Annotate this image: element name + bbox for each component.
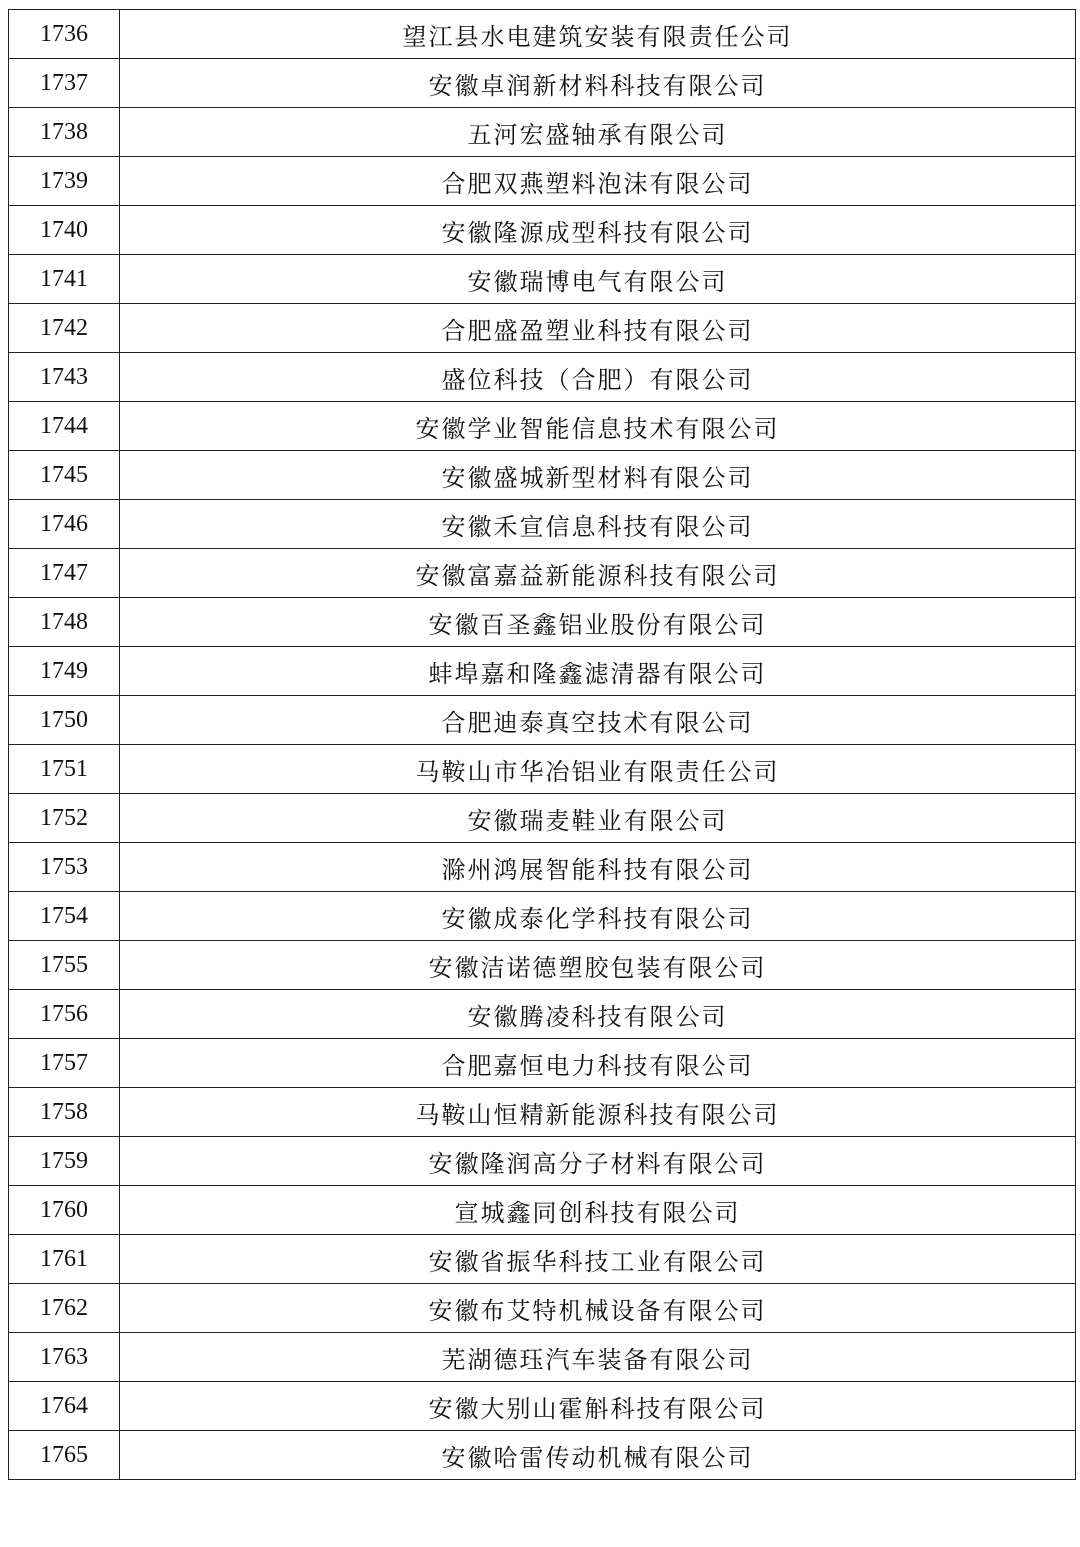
company-table-body: [9, 10, 1076, 1480]
row-number-cell: 1749: [9, 647, 120, 696]
table-row: [9, 647, 1076, 696]
row-number-cell: 1762: [9, 1284, 120, 1333]
table-row: [9, 843, 1076, 892]
company-name-cell: 五河宏盛轴承有限公司: [120, 108, 1076, 157]
row-number-cell: 1752: [9, 794, 120, 843]
company-name-cell: 安徽百圣鑫铝业股份有限公司: [120, 598, 1076, 647]
table-row: [9, 1235, 1076, 1284]
table-row: [9, 500, 1076, 549]
company-table: [8, 9, 1076, 1480]
company-name-cell: 安徽禾宣信息科技有限公司: [120, 500, 1076, 549]
row-number-cell: 1738: [9, 108, 120, 157]
row-number-cell: 1761: [9, 1235, 120, 1284]
row-number-cell: 1765: [9, 1431, 120, 1480]
row-number-cell: 1760: [9, 1186, 120, 1235]
company-name-cell: 安徽大别山霍斛科技有限公司: [120, 1382, 1076, 1431]
table-row: [9, 1039, 1076, 1088]
company-name-cell: 安徽成泰化学科技有限公司: [120, 892, 1076, 941]
table-row: [9, 108, 1076, 157]
company-name-cell: 安徽省振华科技工业有限公司: [120, 1235, 1076, 1284]
company-name-cell: 盛位科技（合肥）有限公司: [120, 353, 1076, 402]
company-name-cell: 合肥双燕塑料泡沫有限公司: [120, 157, 1076, 206]
table-row: [9, 1137, 1076, 1186]
company-name-cell: 安徽腾凌科技有限公司: [120, 990, 1076, 1039]
row-number-cell: 1736: [9, 10, 120, 59]
company-name-cell: 马鞍山恒精新能源科技有限公司: [120, 1088, 1076, 1137]
row-number-cell: 1750: [9, 696, 120, 745]
table-row: [9, 549, 1076, 598]
row-number-cell: 1742: [9, 304, 120, 353]
row-number-cell: 1737: [9, 59, 120, 108]
table-row: [9, 402, 1076, 451]
table-row: [9, 696, 1076, 745]
row-number-cell: 1747: [9, 549, 120, 598]
company-list-sheet: [8, 9, 1075, 1480]
company-name-cell: 芜湖德珏汽车装备有限公司: [120, 1333, 1076, 1382]
company-name-cell: 望江县水电建筑安装有限责任公司: [120, 10, 1076, 59]
table-row: [9, 1382, 1076, 1431]
row-number-cell: 1764: [9, 1382, 120, 1431]
row-number-cell: 1744: [9, 402, 120, 451]
row-number-cell: 1741: [9, 255, 120, 304]
company-name-cell: 安徽学业智能信息技术有限公司: [120, 402, 1076, 451]
company-name-cell: 安徽富嘉益新能源科技有限公司: [120, 549, 1076, 598]
table-row: [9, 1431, 1076, 1480]
row-number-cell: 1757: [9, 1039, 120, 1088]
row-number-cell: 1751: [9, 745, 120, 794]
table-row: [9, 941, 1076, 990]
company-name-cell: 合肥嘉恒电力科技有限公司: [120, 1039, 1076, 1088]
company-name-cell: 滁州鸿展智能科技有限公司: [120, 843, 1076, 892]
company-name-cell: 安徽哈雷传动机械有限公司: [120, 1431, 1076, 1480]
company-name-cell: 合肥迪泰真空技术有限公司: [120, 696, 1076, 745]
company-name-cell: 安徽瑞麦鞋业有限公司: [120, 794, 1076, 843]
company-name-cell: 蚌埠嘉和隆鑫滤清器有限公司: [120, 647, 1076, 696]
row-number-cell: 1755: [9, 941, 120, 990]
company-name-cell: 安徽隆润高分子材料有限公司: [120, 1137, 1076, 1186]
table-row: [9, 304, 1076, 353]
table-row: [9, 1333, 1076, 1382]
company-name-cell: 宣城鑫同创科技有限公司: [120, 1186, 1076, 1235]
company-name-cell: 安徽布艾特机械设备有限公司: [120, 1284, 1076, 1333]
row-number-cell: 1740: [9, 206, 120, 255]
row-number-cell: 1756: [9, 990, 120, 1039]
row-number-cell: 1758: [9, 1088, 120, 1137]
row-number-cell: 1745: [9, 451, 120, 500]
table-row: [9, 794, 1076, 843]
company-name-cell: 安徽隆源成型科技有限公司: [120, 206, 1076, 255]
row-number-cell: 1753: [9, 843, 120, 892]
company-name-cell: 马鞍山市华冶铝业有限责任公司: [120, 745, 1076, 794]
company-name-cell: 安徽洁诺德塑胶包装有限公司: [120, 941, 1076, 990]
row-number-cell: 1743: [9, 353, 120, 402]
row-number-cell: 1763: [9, 1333, 120, 1382]
table-row: [9, 157, 1076, 206]
table-row: [9, 59, 1076, 108]
company-name-cell: 合肥盛盈塑业科技有限公司: [120, 304, 1076, 353]
table-row: [9, 10, 1076, 59]
table-row: [9, 353, 1076, 402]
company-name-cell: 安徽盛城新型材料有限公司: [120, 451, 1076, 500]
row-number-cell: 1746: [9, 500, 120, 549]
table-row: [9, 206, 1076, 255]
row-number-cell: 1754: [9, 892, 120, 941]
company-name-cell: 安徽卓润新材料科技有限公司: [120, 59, 1076, 108]
row-number-cell: 1748: [9, 598, 120, 647]
table-row: [9, 1088, 1076, 1137]
table-row: [9, 1186, 1076, 1235]
table-row: [9, 745, 1076, 794]
table-row: [9, 255, 1076, 304]
table-row: [9, 990, 1076, 1039]
table-row: [9, 451, 1076, 500]
table-row: [9, 598, 1076, 647]
table-row: [9, 892, 1076, 941]
company-name-cell: 安徽瑞博电气有限公司: [120, 255, 1076, 304]
row-number-cell: 1759: [9, 1137, 120, 1186]
row-number-cell: 1739: [9, 157, 120, 206]
table-row: [9, 1284, 1076, 1333]
